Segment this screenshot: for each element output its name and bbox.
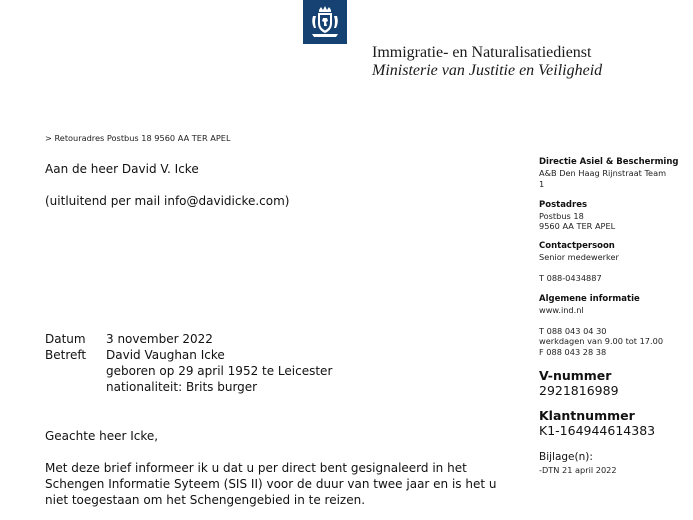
organisation-name: Immigratie- en Naturalisatiedienst [372,44,592,61]
paragraph-line: Met deze brief informeer ik u dat u per direct bent gesignaleerd in het [45,461,467,475]
postadres-line: Postbus 18 [539,211,584,221]
algemeen-heading: Algemene informatie [539,294,640,304]
contact-heading: Contactpersoon [539,241,615,251]
subject-line: David Vaughan Icke [106,348,225,362]
return-address: > Retouradres Postbus 18 9560 AA TER APEL [45,133,231,143]
vnummer-value: 2921816989 [539,383,619,398]
subject-label: Betreft [45,348,87,362]
klantnummer-value: K1-164944614383 [539,423,656,438]
contact-role: Senior medewerker [539,252,619,262]
salutation: Geachte heer Icke, [45,429,159,443]
contact-phone: T 088-0434887 [539,273,602,283]
rijksoverheid-coat-of-arms-icon [303,0,347,44]
algemeen-line: F 088 043 28 38 [539,347,607,357]
bijlage-heading: Bijlage(n): [539,451,593,463]
algemeen-line: T 088 043 04 30 [539,326,607,336]
paragraph-line: niet toegestaan om het Schengengebied in te reizen. [45,493,366,507]
recipient-delivery: (uitluitend per mail info@davidicke.com) [45,194,290,208]
directie-line: A&B Den Haag Rijnstraat Team [539,168,667,178]
recipient-name: Aan de heer David V. Icke [45,162,199,176]
directie-heading: Directie Asiel & Bescherming [539,157,679,167]
bijlage-value: -DTN 21 april 2022 [539,465,617,475]
algemeen-line: werkdagen van 9.00 tot 17.00 [539,336,664,346]
klantnummer-heading: Klantnummer [539,408,635,423]
subject-line: nationaliteit: Brits burger [106,380,258,394]
postadres-heading: Postadres [539,200,588,210]
date-label: Datum [45,332,86,346]
paragraph-line: Schengen Informatie Syteem (SIS II) voor de duur van twee jaar en is het u [45,477,497,491]
algemeen-website: www.ind.nl [539,305,584,315]
date-value: 3 november 2022 [106,332,213,346]
subject-line: geboren op 29 april 1952 te Leicester [106,364,333,378]
postadres-line: 9560 AA TER APEL [539,221,616,231]
ministry-name: Ministerie van Justitie en Veiligheid [372,62,603,79]
directie-line: 1 [539,179,545,189]
logo [303,0,347,44]
vnummer-heading: V-nummer [539,368,612,383]
